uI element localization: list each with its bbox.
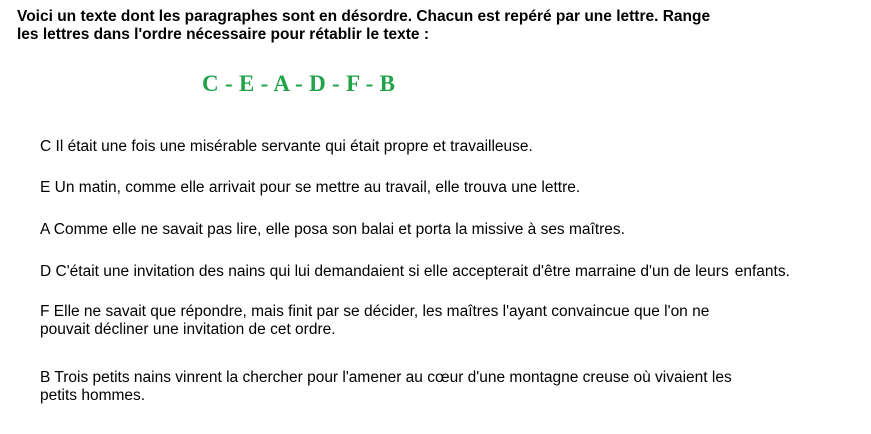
paragraph-letter: E <box>40 179 51 196</box>
paragraph-text: Un matin, comme elle arrivait pour se mettre au travail, elle trouva une lettre. <box>54 179 581 196</box>
paragraph-text-overflow: enfants. <box>734 263 790 280</box>
answer-sequence: C - E - A - D - F - B <box>202 71 396 96</box>
paragraph-text-line-1: Elle ne savait que répondre, mais finit par se décider, les maîtres l'ayant convaincue que l'on ne <box>53 303 710 320</box>
paragraph-text-line-2: pouvait décliner une invitation de cet ordre. <box>40 321 336 338</box>
paragraph-text: C'était une invitation des nains qui lui demandaient si elle accepterait d'être marraine d'un de leurs <box>55 263 729 280</box>
paragraph-a <box>40 221 625 239</box>
paragraph-letter: F <box>40 303 50 320</box>
paragraph-text-line-1: Trois petits nains vinrent la chercher pour l'amener au cœur d'une montagne creuse où vivaient les <box>54 369 732 386</box>
paragraph-letter: C <box>40 138 52 155</box>
instruction-line-2: les lettres dans l'ordre nécessaire pour rétablir le texte : <box>17 26 430 43</box>
paragraph-text: Il était une fois une misérable servante qui était propre et travailleuse. <box>55 138 533 155</box>
paragraph-e <box>40 179 580 197</box>
paragraph-f <box>40 303 709 339</box>
paragraph-b <box>40 369 732 405</box>
paragraph-text: Comme elle ne savait pas lire, elle posa son balai et porta la missive à ses maîtres. <box>53 221 625 238</box>
instruction-line-1: Voici un texte dont les paragraphes sont en désordre. Chacun est repéré par une lettre. Range <box>17 8 711 25</box>
paragraph-c <box>40 138 533 156</box>
paragraph-letter: D <box>40 263 52 280</box>
paragraph-letter: A <box>40 221 50 238</box>
instruction-text <box>17 8 797 44</box>
paragraph-d <box>40 263 790 281</box>
paragraph-text-line-2: petits hommes. <box>40 387 146 404</box>
paragraph-letter: B <box>40 369 51 386</box>
